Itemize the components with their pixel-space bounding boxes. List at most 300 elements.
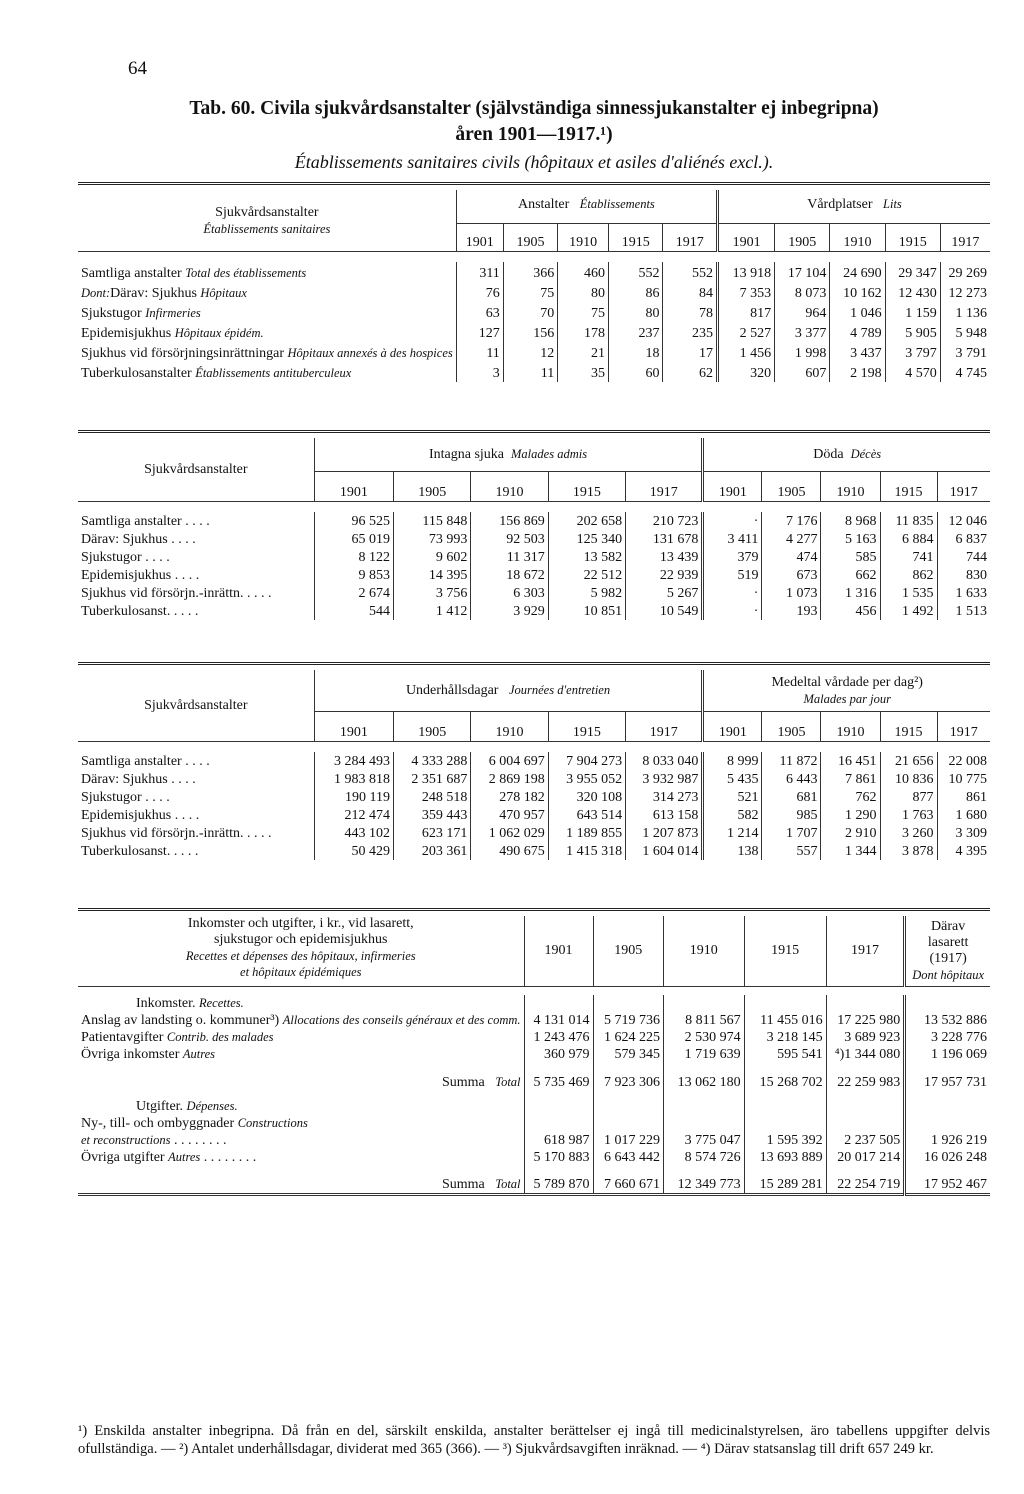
cell: 744 bbox=[937, 548, 990, 566]
row-label-fr: Hôpitaux annexés à des hospices bbox=[287, 346, 453, 360]
cell: 18 bbox=[609, 342, 663, 362]
cell: 13 439 bbox=[626, 548, 703, 566]
cell: 964 bbox=[775, 302, 830, 322]
cell: · bbox=[703, 602, 762, 620]
year-header: 1915 bbox=[880, 472, 937, 502]
row-label: Övriga utgifter bbox=[81, 1150, 165, 1165]
cell: 65 019 bbox=[314, 530, 393, 548]
cell: 4 395 bbox=[937, 842, 990, 860]
cell: 4 745 bbox=[940, 362, 990, 382]
year-header: 1917 bbox=[626, 712, 703, 742]
table-row: Sjukstugor . . . . 190 119 248 518 278 182 320 108 314 273 521 681 762 877 861 bbox=[78, 788, 990, 806]
cell: 4 277 bbox=[762, 530, 821, 548]
sec1-g2: Vårdplatser bbox=[807, 197, 873, 212]
cell: 7 353 bbox=[717, 282, 774, 302]
table-row: et reconstructions . . . . . . . . 618 987 1 017 229 3 775 047 1 595 392 2 237 505 1 926 219 bbox=[78, 1132, 990, 1149]
cell: 359 443 bbox=[394, 806, 471, 824]
cell: 7 923 306 bbox=[593, 1063, 663, 1091]
cell: 5 163 bbox=[821, 530, 880, 548]
cell: 278 182 bbox=[471, 788, 548, 806]
cell: 490 675 bbox=[471, 842, 548, 860]
table-row: Därav: Sjukhus . . . . 1 983 818 2 351 687 2 869 198 3 955 052 3 932 987 5 435 6 443 7 861 10 836 10 775 bbox=[78, 770, 990, 788]
footnote-text: ¹) Enskilda anstalter inbegripna. Då från en del, särskilt enskilda, anstalter berättelser ej ingå till medicinalstyrelsen, äro tabellens uppgifter delvis ofullständiga. — ²) Antalet underhållsdagar, dividerat med 365 (366). — ³) Sjukvårdsavgiften inräknad. — ⁴) Därav statsanslag till drift 657 249 kr. bbox=[78, 1423, 990, 1457]
sec2-g2: Döda bbox=[813, 447, 844, 462]
cell: 5 905 bbox=[885, 322, 940, 342]
cell: 5 435 bbox=[703, 770, 762, 788]
inkomster-label-fr: Recettes. bbox=[199, 996, 244, 1010]
cell: 10 851 bbox=[548, 602, 625, 620]
cell: 20 017 214 bbox=[826, 1149, 905, 1166]
year-header: 1917 bbox=[937, 472, 990, 502]
cell: 13 918 bbox=[717, 262, 774, 282]
cell: 202 658 bbox=[548, 512, 625, 530]
cell: 125 340 bbox=[548, 530, 625, 548]
cell: 544 bbox=[314, 602, 393, 620]
cell: 557 bbox=[762, 842, 821, 860]
top-rule bbox=[78, 182, 990, 185]
cell: 21 656 bbox=[880, 752, 937, 770]
year-header: 1901 bbox=[703, 472, 762, 502]
summa-label-fr: Total bbox=[495, 1176, 521, 1191]
cell: 11 bbox=[456, 342, 503, 362]
cell: 17 952 467 bbox=[905, 1166, 990, 1194]
cell: 6 884 bbox=[880, 530, 937, 548]
cell: 1 243 476 bbox=[524, 1029, 593, 1046]
cell: 9 853 bbox=[314, 566, 393, 584]
cell: 5 719 736 bbox=[593, 1012, 663, 1029]
cell: 4 131 014 bbox=[524, 1012, 593, 1029]
year-header: 1910 bbox=[821, 472, 880, 502]
cell: 3 791 bbox=[940, 342, 990, 362]
row-label-fr: et reconstructions bbox=[81, 1133, 171, 1147]
utgifter-label-fr: Dépenses. bbox=[186, 1099, 238, 1113]
cell: 11 317 bbox=[471, 548, 548, 566]
cell: 861 bbox=[937, 788, 990, 806]
cell: 138 bbox=[703, 842, 762, 860]
cell: 13 582 bbox=[548, 548, 625, 566]
table-row: Samtliga anstalter . . . . 3 284 493 4 333 288 6 004 697 7 904 273 8 033 040 8 999 11 872 16 451 21 656 22 008 bbox=[78, 752, 990, 770]
cell: 18 672 bbox=[471, 566, 548, 584]
sec1-g1: Anstalter bbox=[517, 197, 570, 212]
cell: 3 377 bbox=[775, 322, 830, 342]
row-label-fr: Total des établissements bbox=[185, 266, 307, 280]
cell: 1 926 219 bbox=[905, 1132, 990, 1149]
summa-label-fr: Total bbox=[495, 1075, 521, 1089]
sec4-head-fr2: et hôpitaux épidémiques bbox=[240, 965, 362, 979]
table-row bbox=[78, 1029, 990, 1046]
cell: 10 549 bbox=[626, 602, 703, 620]
cell: 15 289 281 bbox=[744, 1166, 826, 1194]
cell: 11 bbox=[503, 362, 557, 382]
cell: 3 797 bbox=[885, 342, 940, 362]
sec3-g2-fr: Malades par jour bbox=[803, 692, 891, 706]
cell: 17 104 bbox=[775, 262, 830, 282]
cell: 80 bbox=[558, 282, 609, 302]
cell: 212 474 bbox=[314, 806, 393, 824]
cell: 3 284 493 bbox=[314, 752, 393, 770]
cell: 76 bbox=[456, 282, 503, 302]
cell: 1 513 bbox=[937, 602, 990, 620]
cell: 50 429 bbox=[314, 842, 393, 860]
cell: 460 bbox=[558, 262, 609, 282]
year-header: 1905 bbox=[593, 916, 663, 987]
year-header: 1905 bbox=[394, 712, 471, 742]
cell: 210 723 bbox=[626, 512, 703, 530]
cell: 1 680 bbox=[937, 806, 990, 824]
cell: 6 303 bbox=[471, 584, 548, 602]
cell: ⁴)1 344 080 bbox=[826, 1046, 905, 1063]
cell: 13 062 180 bbox=[663, 1063, 744, 1091]
year-header: 1917 bbox=[937, 712, 990, 742]
cell: 193 bbox=[762, 602, 821, 620]
cell: 12 046 bbox=[937, 512, 990, 530]
cell: 190 119 bbox=[314, 788, 393, 806]
cell: 156 bbox=[503, 322, 557, 342]
page-number: 64 bbox=[128, 58, 147, 79]
year-header: 1910 bbox=[663, 916, 744, 987]
table-subtitle: Établissements sanitaires civils (hôpitaux et asiles d'aliénés excl.). bbox=[294, 152, 774, 172]
section-income-expenses bbox=[78, 916, 990, 1196]
sec4-last-l3: (1917) bbox=[929, 951, 967, 966]
row-label: Samtliga anstalter bbox=[81, 754, 182, 769]
cell: 7 861 bbox=[821, 770, 880, 788]
cell: 29 269 bbox=[940, 262, 990, 282]
cell: 6 004 697 bbox=[471, 752, 548, 770]
cell: 474 bbox=[762, 548, 821, 566]
cell: 7 176 bbox=[762, 512, 821, 530]
cell: 60 bbox=[609, 362, 663, 382]
year-header: 1901 bbox=[314, 472, 393, 502]
cell: 1 017 229 bbox=[593, 1132, 663, 1149]
cell: 10 162 bbox=[830, 282, 885, 302]
row-label-fr: Hôpitaux épidém. bbox=[174, 326, 264, 340]
year-header: 1915 bbox=[609, 224, 663, 252]
row-label: Tuberkulosanstalter bbox=[81, 366, 192, 381]
cell: 4 333 288 bbox=[394, 752, 471, 770]
cell: 3 411 bbox=[703, 530, 762, 548]
sec4-inkomster-heading bbox=[78, 995, 990, 1012]
row-label: Tuberkulosanst. bbox=[81, 604, 171, 619]
cell: 8 574 726 bbox=[663, 1149, 744, 1166]
cell: 203 361 bbox=[394, 842, 471, 860]
section-maintenance-days bbox=[78, 670, 990, 860]
sec2-g2-fr: Décès bbox=[850, 447, 882, 461]
cell: 78 bbox=[663, 302, 718, 322]
cell: 2 237 505 bbox=[826, 1132, 905, 1149]
cell: 1 535 bbox=[880, 584, 937, 602]
cell: 521 bbox=[703, 788, 762, 806]
row-label-fr: Autres bbox=[168, 1150, 201, 1164]
cell: 12 349 773 bbox=[663, 1166, 744, 1194]
table-row: Sjukhus vid försörjn.-inrättn. . . . . 443 102 623 171 1 062 029 1 189 855 1 207 873 1 214 1 707 2 910 3 260 3 309 bbox=[78, 824, 990, 842]
cell: 623 171 bbox=[394, 824, 471, 842]
cell: 127 bbox=[456, 322, 503, 342]
cell: 519 bbox=[703, 566, 762, 584]
row-label: Sjukhus vid försörjn.-inrättn. bbox=[81, 586, 244, 601]
row-label-prefix: Dont: bbox=[81, 286, 111, 300]
cell: 8 033 040 bbox=[626, 752, 703, 770]
cell: 1 456 bbox=[717, 342, 774, 362]
cell: 22 254 719 bbox=[826, 1166, 905, 1194]
cell: 11 835 bbox=[880, 512, 937, 530]
cell: 1 763 bbox=[880, 806, 937, 824]
table-row bbox=[78, 1115, 990, 1132]
cell: 643 514 bbox=[548, 806, 625, 824]
cell: 1 998 bbox=[775, 342, 830, 362]
cell: 470 957 bbox=[471, 806, 548, 824]
cell: 762 bbox=[821, 788, 880, 806]
cell: 3 437 bbox=[830, 342, 885, 362]
row-label-fr: Établissements antituberculeux bbox=[195, 366, 352, 380]
year-header: 1915 bbox=[744, 916, 826, 987]
row-label: Epidemisjukhus bbox=[81, 326, 172, 341]
cell: 8 073 bbox=[775, 282, 830, 302]
footnotes bbox=[78, 1422, 990, 1458]
sec1-group-anstalter bbox=[456, 190, 717, 224]
row-label: Sjukstugor bbox=[81, 790, 142, 805]
year-header: 1901 bbox=[314, 712, 393, 742]
table-row: Sjukhus vid försörjn.-inrättn. . . . . 2 674 3 756 6 303 5 982 5 267 · 1 073 1 316 1 535 1 633 bbox=[78, 584, 990, 602]
cell: 7 904 273 bbox=[548, 752, 625, 770]
sec3-group-underhall bbox=[314, 670, 703, 712]
cell: 96 525 bbox=[314, 512, 393, 530]
cell: 22 939 bbox=[626, 566, 703, 584]
cell: 24 690 bbox=[830, 262, 885, 282]
table-row bbox=[78, 342, 990, 362]
cell: 86 bbox=[609, 282, 663, 302]
row-label-fr: Constructions bbox=[237, 1116, 308, 1130]
cell: 1 415 318 bbox=[548, 842, 625, 860]
sec4-utgifter-heading bbox=[78, 1091, 990, 1115]
inkomster-label: Inkomster. bbox=[136, 996, 196, 1011]
cell: 360 979 bbox=[524, 1046, 593, 1063]
year-header: 1905 bbox=[775, 224, 830, 252]
table-title bbox=[78, 96, 990, 148]
sec3-g2: Medeltal vårdade per dag²) bbox=[771, 675, 923, 690]
row-label: Sjukhus vid försörjn.-inrättn. bbox=[81, 826, 244, 841]
year-header: 1910 bbox=[558, 224, 609, 252]
row-label-fr: Hôpitaux bbox=[200, 286, 247, 300]
cell: 14 395 bbox=[394, 566, 471, 584]
year-header: 1915 bbox=[880, 712, 937, 742]
cell: 73 993 bbox=[394, 530, 471, 548]
cell: 5 789 870 bbox=[524, 1166, 593, 1194]
cell: 5 982 bbox=[548, 584, 625, 602]
cell: 3 bbox=[456, 362, 503, 382]
summa-label: Summa bbox=[441, 1075, 485, 1090]
cell: 1 316 bbox=[821, 584, 880, 602]
table-row bbox=[78, 1046, 990, 1063]
year-header: 1910 bbox=[471, 472, 548, 502]
cell: 443 102 bbox=[314, 824, 393, 842]
sec4-last-fr: Dont hôpitaux bbox=[912, 968, 985, 982]
cell: 1 046 bbox=[830, 302, 885, 322]
table-row bbox=[78, 362, 990, 382]
row-label: Epidemisjukhus bbox=[81, 808, 172, 823]
cell: 662 bbox=[821, 566, 880, 584]
table-row: Sjukstugor . . . . 8 122 9 602 11 317 13 582 13 439 379 474 585 741 744 bbox=[78, 548, 990, 566]
table-row: Epidemisjukhus . . . . 212 474 359 443 470 957 643 514 613 158 582 985 1 290 1 763 1 680 bbox=[78, 806, 990, 824]
cell: 92 503 bbox=[471, 530, 548, 548]
year-header: 1910 bbox=[821, 712, 880, 742]
section-admissions-deaths bbox=[78, 438, 990, 620]
sec3-row-header: Sjukvårdsanstalter bbox=[144, 697, 248, 713]
cell: 17 bbox=[663, 342, 718, 362]
year-header: 1910 bbox=[471, 712, 548, 742]
cell: 1 344 bbox=[821, 842, 880, 860]
cell: 29 347 bbox=[885, 262, 940, 282]
cell: 35 bbox=[558, 362, 609, 382]
table-row bbox=[78, 302, 990, 322]
cell: 3 955 052 bbox=[548, 770, 625, 788]
year-header: 1915 bbox=[885, 224, 940, 252]
cell: 15 268 702 bbox=[744, 1063, 826, 1091]
cell: 2 351 687 bbox=[394, 770, 471, 788]
cell: 235 bbox=[663, 322, 718, 342]
row-label: Tuberkulosanst. bbox=[81, 844, 171, 859]
sec3-g1: Underhållsdagar bbox=[405, 683, 499, 698]
row-label: Därav: Sjukhus bbox=[81, 532, 168, 547]
sec2-row-header: Sjukvårdsanstalter bbox=[144, 461, 248, 477]
cell: 2 869 198 bbox=[471, 770, 548, 788]
cell: 456 bbox=[821, 602, 880, 620]
cell: 3 218 145 bbox=[744, 1029, 826, 1046]
year-header: 1905 bbox=[503, 224, 557, 252]
cell: 3 260 bbox=[880, 824, 937, 842]
cell: 3 929 bbox=[471, 602, 548, 620]
cell: 320 108 bbox=[548, 788, 625, 806]
cell: · bbox=[703, 512, 762, 530]
cell: 1 062 029 bbox=[471, 824, 548, 842]
cell: 1 595 392 bbox=[744, 1132, 826, 1149]
cell: 7 660 671 bbox=[593, 1166, 663, 1194]
year-header: 1917 bbox=[626, 472, 703, 502]
cell: · bbox=[703, 584, 762, 602]
cell: 1 290 bbox=[821, 806, 880, 824]
cell: 2 530 974 bbox=[663, 1029, 744, 1046]
summa-row bbox=[78, 1063, 990, 1091]
cell: 115 848 bbox=[394, 512, 471, 530]
year-header: 1901 bbox=[703, 712, 762, 742]
cell: 1 159 bbox=[885, 302, 940, 322]
cell: 1 604 014 bbox=[626, 842, 703, 860]
row-label-fr: Autres bbox=[182, 1047, 216, 1061]
cell: 6 837 bbox=[937, 530, 990, 548]
year-header: 1905 bbox=[762, 712, 821, 742]
cell: 80 bbox=[609, 302, 663, 322]
cell: 4 570 bbox=[885, 362, 940, 382]
cell: 3 775 047 bbox=[663, 1132, 744, 1149]
cell: 2 198 bbox=[830, 362, 885, 382]
table-row: Därav: Sjukhus . . . . 65 019 73 993 92 503 125 340 131 678 3 411 4 277 5 163 6 884 6 837 bbox=[78, 530, 990, 548]
row-label-fr: Contrib. des malades bbox=[166, 1030, 274, 1044]
cell: 9 602 bbox=[394, 548, 471, 566]
cell: 379 bbox=[703, 548, 762, 566]
table-row: Samtliga anstalter . . . . 96 525 115 848 156 869 202 658 210 723 · 7 176 8 968 11 835 12 046 bbox=[78, 512, 990, 530]
table-row: Tuberkulosanst. . . . . 544 1 412 3 929 10 851 10 549 · 193 456 1 492 1 513 bbox=[78, 602, 990, 620]
cell: 11 455 016 bbox=[744, 1012, 826, 1029]
cell: 237 bbox=[609, 322, 663, 342]
cell: 12 bbox=[503, 342, 557, 362]
table-row: Epidemisjukhus . . . . 9 853 14 395 18 672 22 512 22 939 519 673 662 862 830 bbox=[78, 566, 990, 584]
table-row bbox=[78, 282, 990, 302]
cell: 3 756 bbox=[394, 584, 471, 602]
cell: 1 983 818 bbox=[314, 770, 393, 788]
cell: 1 719 639 bbox=[663, 1046, 744, 1063]
sec4-head-l2: sjukstugor och epidemisjukhus bbox=[214, 932, 388, 947]
row-label-fr: Allocations des conseils généraux et des comm. bbox=[282, 1013, 521, 1027]
cell: 5 735 469 bbox=[524, 1063, 593, 1091]
row-label-fr: Infirmeries bbox=[145, 306, 201, 320]
cell: 1 189 855 bbox=[548, 824, 625, 842]
cell: 17 225 980 bbox=[826, 1012, 905, 1029]
sec4-last-col-header bbox=[905, 916, 990, 987]
cell: 1 214 bbox=[703, 824, 762, 842]
cell: 5 267 bbox=[626, 584, 703, 602]
cell: 70 bbox=[503, 302, 557, 322]
sec2-group-intagna bbox=[314, 438, 703, 472]
row-label: Sjukhus vid försörjningsinrättningar bbox=[81, 346, 284, 361]
year-header: 1901 bbox=[717, 224, 774, 252]
cell: 552 bbox=[609, 262, 663, 282]
cell: 2 527 bbox=[717, 322, 774, 342]
row-label: Sjukstugor bbox=[81, 306, 142, 321]
cell: 12 273 bbox=[940, 282, 990, 302]
sec4-head-l1: Inkomster och utgifter, i kr., vid lasarett, bbox=[187, 916, 414, 931]
cell: 6 443 bbox=[762, 770, 821, 788]
row-label: Därav: Sjukhus bbox=[110, 286, 197, 301]
cell: 3 309 bbox=[937, 824, 990, 842]
cell: 320 bbox=[717, 362, 774, 382]
sec2-group-doda bbox=[703, 438, 990, 472]
table-row bbox=[78, 1012, 990, 1029]
cell: 585 bbox=[821, 548, 880, 566]
table-row: Tuberkulosanst. . . . . 50 429 203 361 490 675 1 415 318 1 604 014 138 557 1 344 3 878 4 395 bbox=[78, 842, 990, 860]
cell: 13 532 886 bbox=[905, 1012, 990, 1029]
cell: 607 bbox=[775, 362, 830, 382]
cell: 314 273 bbox=[626, 788, 703, 806]
section-rule bbox=[78, 908, 990, 911]
cell: 22 259 983 bbox=[826, 1063, 905, 1091]
sec4-head-fr1: Recettes et dépenses des hôpitaux, infirmeries bbox=[185, 949, 416, 963]
sec3-group-medeltal bbox=[703, 670, 990, 712]
cell: 1 633 bbox=[937, 584, 990, 602]
cell: 12 430 bbox=[885, 282, 940, 302]
row-label: Epidemisjukhus bbox=[81, 568, 172, 583]
cell: 1 136 bbox=[940, 302, 990, 322]
year-header: 1915 bbox=[548, 472, 625, 502]
title-line-2: åren 1901—1917.¹) bbox=[455, 124, 613, 145]
cell: 579 345 bbox=[593, 1046, 663, 1063]
title-line-1: Tab. 60. Civila sjukvårdsanstalter (självständiga sinnessjukanstalter ej inbegripna) bbox=[189, 98, 879, 119]
cell: 618 987 bbox=[524, 1132, 593, 1149]
cell: 582 bbox=[703, 806, 762, 824]
year-header: 1910 bbox=[830, 224, 885, 252]
cell: 22 008 bbox=[937, 752, 990, 770]
year-header: 1915 bbox=[548, 712, 625, 742]
cell: 1 196 069 bbox=[905, 1046, 990, 1063]
cell: 17 957 731 bbox=[905, 1063, 990, 1091]
sec1-col-label-fr: Établissements sanitaires bbox=[203, 221, 331, 236]
year-header: 1917 bbox=[826, 916, 905, 987]
cell: 741 bbox=[880, 548, 937, 566]
cell: 75 bbox=[558, 302, 609, 322]
cell: 613 158 bbox=[626, 806, 703, 824]
cell: 5 948 bbox=[940, 322, 990, 342]
cell: 248 518 bbox=[394, 788, 471, 806]
cell: 3 228 776 bbox=[905, 1029, 990, 1046]
cell: 830 bbox=[937, 566, 990, 584]
